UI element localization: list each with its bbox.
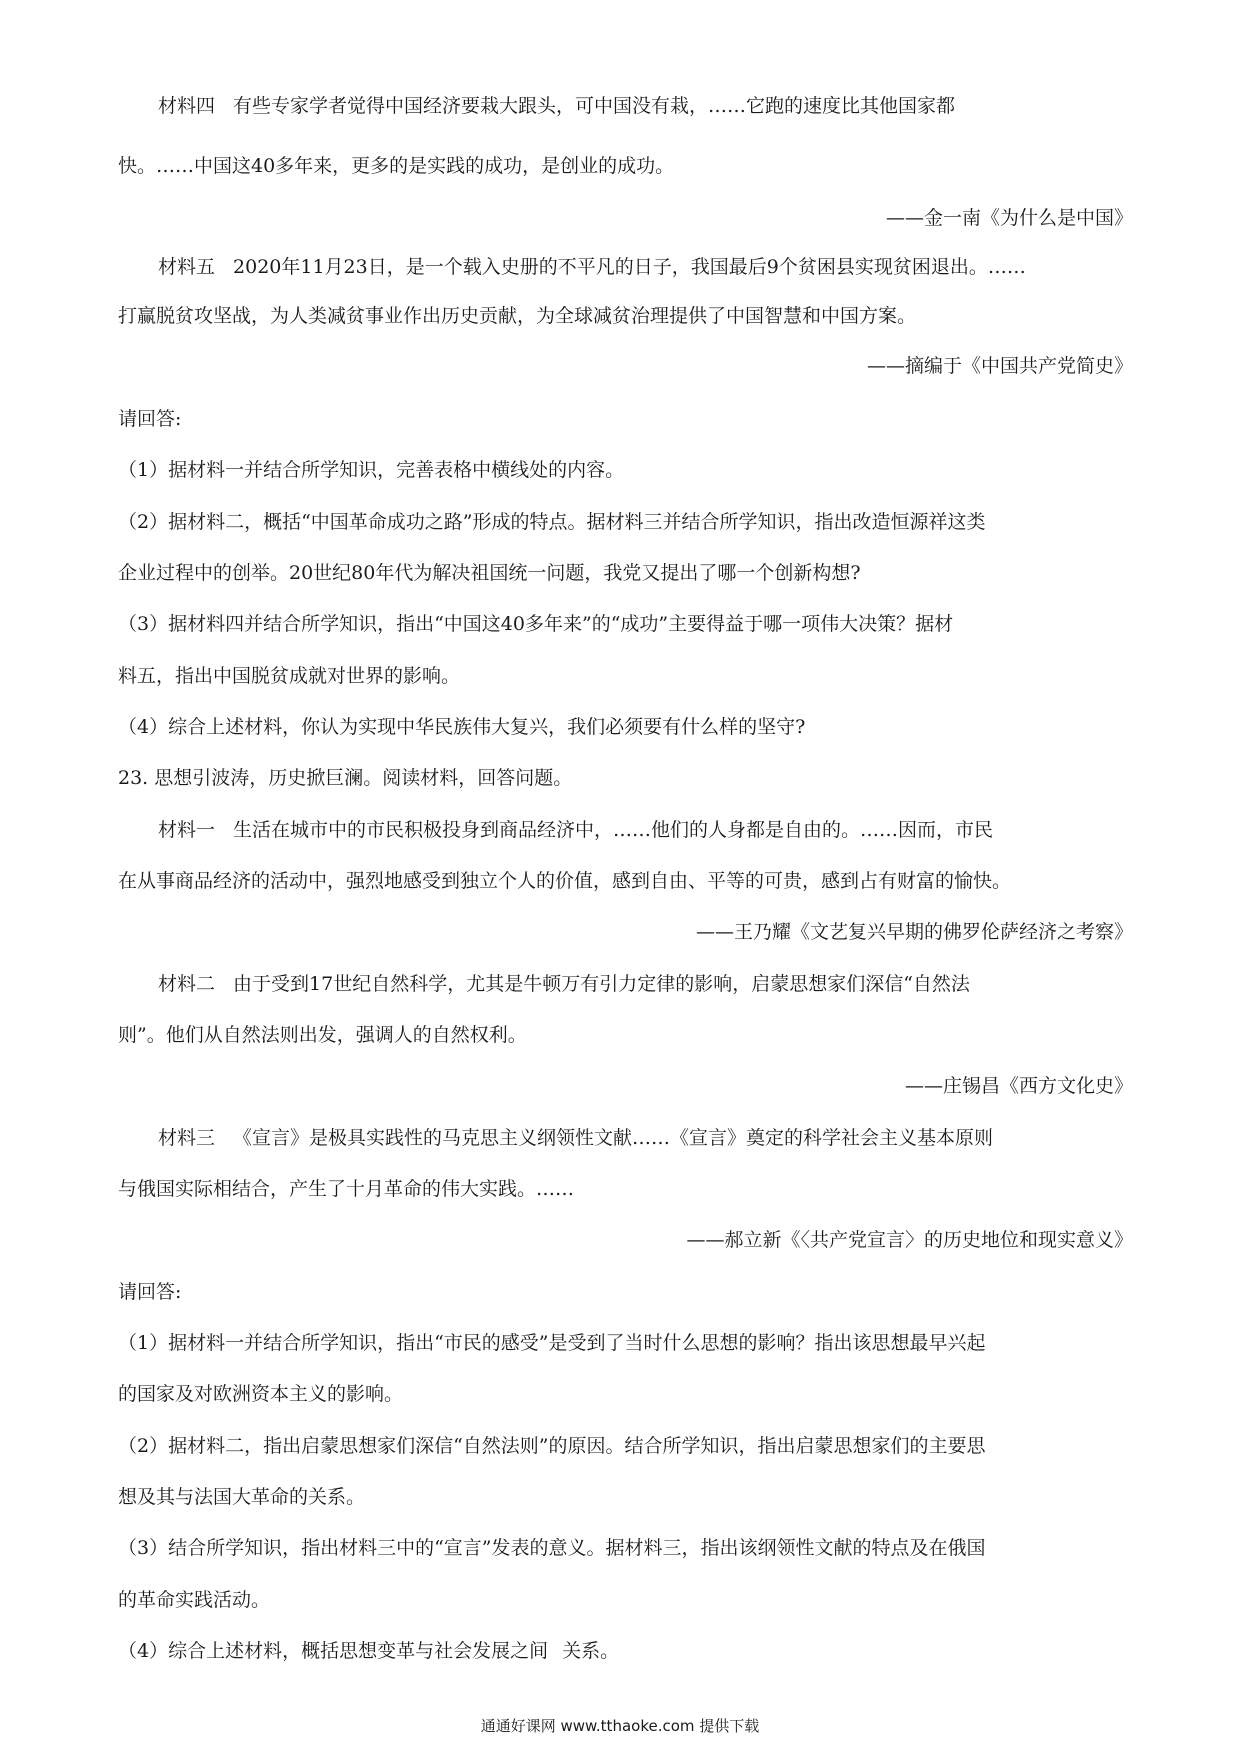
material-4-line-1 (158, 92, 1133, 120)
q23-question-3-line-1: （3）结合所学知识，指出材料三中的“宣言”发表的意义。据材料三，指出该纲领性文献的特点及在俄国 (118, 1537, 986, 1559)
q23-material-1-text-1: 生活在城市中的市民积极投身到商品经济中，……他们的人身都是自由的。……因而，市民 (233, 819, 994, 841)
q23-material-3-source: ——郝立新《〈共产党宣言〉的历史地位和现实意义》 (686, 1229, 1133, 1251)
q23-prompt: 请回答: (118, 1281, 182, 1303)
q23-question-1-line-1: （1）据材料一并结合所学知识，指出“市民的感受”是受到了当时什么思想的影响？指出该思想最早兴起 (118, 1332, 986, 1354)
material-4-text-1: 有些专家学者觉得中国经济要栽大跟头，可中国没有栽，……它跑的速度比其他国家都 (233, 95, 956, 117)
q22-question-3-line-2: 料五，指出中国脱贫成就对世界的影响。 (118, 665, 461, 687)
footer-suffix: 提供下载 (699, 1717, 760, 1735)
q23-material-2-text-1: 由于受到17世纪自然科学，尤其是牛顿万有引力定律的影响，启蒙思想家们深信“自然法 (233, 973, 970, 995)
page-footer (0, 1716, 1240, 1736)
q23-question-4-part-b: 关系。 (562, 1640, 620, 1662)
q23-material-2-line-1 (158, 970, 1133, 998)
q23-material-1-line-1 (158, 816, 1133, 844)
material-5-label: 材料五 (158, 256, 216, 278)
q23-question-1-line-2: 的国家及对欧洲资本主义的影响。 (118, 1383, 404, 1405)
material-4-source: ——金一南《为什么是中国》 (885, 207, 1133, 229)
footer-site-name: 通通好课网 (480, 1717, 556, 1735)
q23-material-3-line-2: 与俄国实际相结合，产生了十月革命的伟大实践。…… (118, 1178, 575, 1200)
q23-material-3-line-1 (158, 1124, 1133, 1152)
q23-question-2-line-1: （2）据材料二，指出启蒙思想家们深信“自然法则”的原因。结合所学知识，指出启蒙思想家们的主要思 (118, 1435, 986, 1457)
q23-material-2-line-2: 则”。他们从自然法则出发，强调人的自然权利。 (118, 1024, 527, 1046)
material-5-line-2: 打赢脱贫攻坚战，为人类减贫事业作出历史贡献，为全球减贫治理提供了中国智慧和中国方案。 (118, 305, 917, 327)
q22-question-2-line-1: （2）据材料二，概括“中国革命成功之路”形成的特点。据材料三并结合所学知识，指出改造恒源祥这类 (118, 511, 986, 533)
q23-heading: 23. 思想引波涛，历史掀巨澜。阅读材料，回答问题。 (118, 767, 573, 789)
q22-prompt: 请回答: (118, 408, 182, 430)
q23-material-3-label: 材料三 (158, 1127, 216, 1149)
material-4-label: 材料四 (158, 95, 216, 117)
q22-question-4: （4）综合上述材料，你认为实现中华民族伟大复兴，我们必须要有什么样的坚守? (118, 716, 806, 738)
q23-material-1-line-2: 在从事商品经济的活动中，强烈地感受到独立个人的价值，感到自由、平等的可贵，感到占有财富的愉快。 (118, 870, 1012, 892)
material-4-line-2: 快。……中国这40多年来，更多的是实践的成功，是创业的成功。 (118, 155, 675, 177)
material-5-source: ——摘编于《中国共产党简史》 (866, 355, 1133, 377)
footer-url[interactable]: www.tthaoke.com (560, 1717, 695, 1735)
material-5-text-1: 2020年11月23日，是一个载入史册的不平凡的日子，我国最后9个贫困县实现贫困退出。…… (233, 256, 1026, 278)
q22-question-1: （1）据材料一并结合所学知识，完善表格中横线处的内容。 (118, 459, 625, 481)
q23-question-4-part-a: （4）综合上述材料，概括思想变革与社会发展之间 (118, 1640, 549, 1662)
q22-question-2-line-2: 企业过程中的创举。20世纪80年代为解决祖国统一问题，我党又提出了哪一个创新构想? (118, 562, 861, 584)
q22-question-3-line-1: （3）据材料四并结合所学知识，指出“中国这40多年来”的“成功”主要得益于哪一项伟大决策？据材 (118, 613, 954, 635)
q23-material-1-source: ——王乃耀《文艺复兴早期的佛罗伦萨经济之考察》 (695, 921, 1133, 943)
material-5-line-1 (158, 253, 1133, 281)
q23-material-2-source: ——庄锡昌《西方文化史》 (904, 1075, 1133, 1097)
q23-question-4 (118, 1637, 1133, 1665)
q23-material-1-label: 材料一 (158, 819, 216, 841)
q23-question-2-line-2: 想及其与法国大革命的关系。 (118, 1486, 366, 1508)
q23-material-3-text-1: 《宣言》是极具实践性的马克思主义纲领性文献……《宣言》奠定的科学社会主义基本原则 (233, 1127, 994, 1149)
q23-question-3-line-2: 的革命实践活动。 (118, 1589, 271, 1611)
q23-material-2-label: 材料二 (158, 973, 216, 995)
